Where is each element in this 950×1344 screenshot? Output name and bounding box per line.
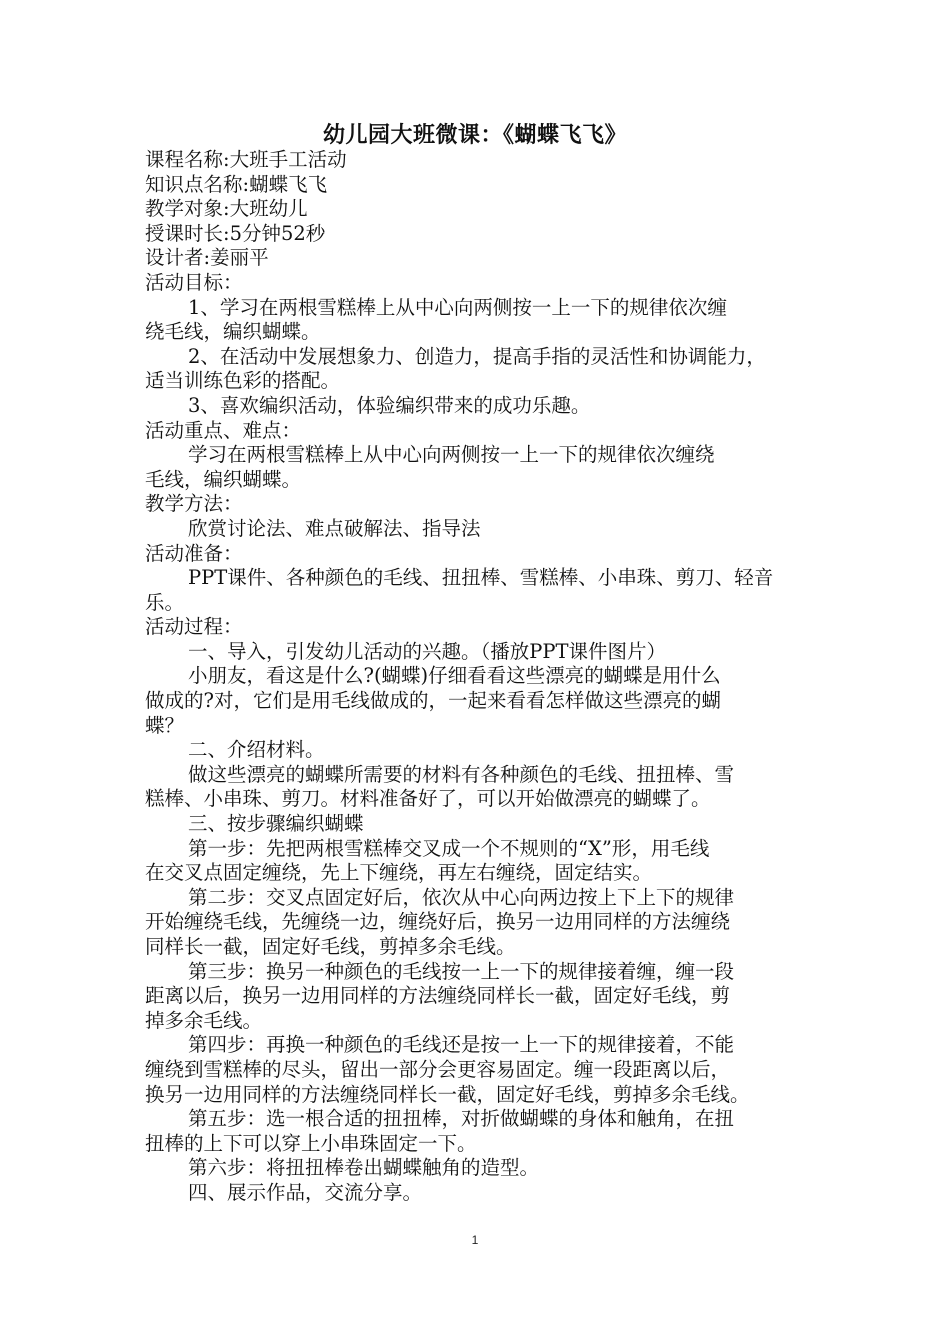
- text-line: 活动目标：: [145, 270, 243, 294]
- text-line: 四、展示作品，交流分享。: [188, 1180, 423, 1204]
- text-line: 授课时长:5分钟52秒: [145, 221, 326, 245]
- text-line: 开始缠绕毛线，先缠绕一边，缠绕好后，换另一边用同样的方法缠绕: [145, 910, 731, 934]
- text-line: 第四步：再换一种颜色的毛线还是按一上一下的规律接着，不能: [188, 1033, 735, 1057]
- text-line: 掉多余毛线。: [145, 1008, 263, 1032]
- text-line: 第二步：交叉点固定好后，依次从中心向两边按上下上下的规律: [188, 885, 735, 909]
- text-line: 课程名称:大班手工活动: [145, 148, 347, 171]
- text-line: 活动过程：: [145, 615, 243, 639]
- text-line: 二、介绍材料。: [188, 738, 325, 762]
- text-line: 缠绕到雪糕棒的尽头，留出一部分会更容易固定。缠一段距离以后，: [145, 1057, 731, 1081]
- text-line: PPT课件、各种颜色的毛线、扭扭棒、雪糕棒、小串珠、剪刀、轻音: [188, 566, 774, 590]
- text-line: 绕毛线，编织蝴蝶。: [145, 320, 321, 344]
- text-line: 活动准备：: [145, 541, 243, 565]
- text-line: 一、导入，引发幼儿活动的兴趣。（播放PPT课件图片）: [188, 639, 666, 663]
- text-line: 第一步：先把两根雪糕棒交叉成一个不规则的“X”形，用毛线: [188, 836, 710, 860]
- document-title: 幼儿园大班微课：《蝴蝶飞飞》: [322, 123, 627, 148]
- text-line: 毛线，编织蝴蝶。: [145, 467, 302, 491]
- text-line: 同样长一截，固定好毛线，剪掉多余毛线。: [145, 935, 516, 958]
- text-line: 做成的?对，它们是用毛线做成的，一起来看看怎样做这些漂亮的蝴: [145, 689, 721, 713]
- text-line: 3、喜欢编织活动，体验编织带来的成功乐趣。: [188, 393, 591, 417]
- text-line: 在交叉点固定缠绕，先上下缠绕，再左右缠绕，固定结实。: [145, 861, 653, 885]
- document-body: [145, 148, 813, 1206]
- text-line: 知识点名称:蝴蝶飞飞: [145, 172, 328, 196]
- text-line: 做这些漂亮的蝴蝶所需要的材料有各种颜色的毛线、扭扭棒、雪: [188, 762, 735, 786]
- text-line: 糕棒、小串珠、剪刀。材料准备好了，可以开始做漂亮的蝴蝶了。: [145, 787, 711, 811]
- text-line: 2、在活动中发展想象力、创造力，提高手指的灵活性和协调能力，: [188, 344, 766, 368]
- text-line: 蝶？: [145, 713, 185, 737]
- text-line: 距离以后，换另一边用同样的方法缠绕同样长一截，固定好毛线，剪: [145, 984, 731, 1008]
- text-line: 小朋友，看这是什么?(蝴蝶)仔细看看这些漂亮的蝴蝶是用什么: [188, 664, 721, 688]
- text-line: 教学对象:大班幼儿: [145, 197, 308, 221]
- text-line: 第三步：换另一种颜色的毛线按一上一下的规律接着缠，缠一段: [188, 959, 735, 983]
- text-line: 设计者:姜丽平: [145, 246, 269, 270]
- text-line: 学习在两根雪糕棒上从中心向两侧按一上一下的规律依次缠绕: [188, 443, 715, 467]
- text-line: 1、学习在两根雪糕棒上从中心向两侧按一上一下的规律依次缠: [188, 295, 727, 319]
- text-line: 扭棒的上下可以穿上小串珠固定一下。: [145, 1131, 477, 1155]
- text-line: 活动重点、难点：: [145, 418, 302, 442]
- text-line: 欣赏讨论法、难点破解法、指导法: [188, 516, 481, 540]
- text-line: 乐。: [145, 590, 185, 614]
- text-line: 第六步：将扭扭棒卷出蝴蝶触角的造型。: [188, 1156, 540, 1180]
- text-line: 教学方法：: [145, 492, 243, 516]
- text-line: 三、按步骤编织蝴蝶: [188, 812, 364, 836]
- page-number: 1: [471, 1233, 479, 1247]
- text-line: 换另一边用同样的方法缠绕同样长一截，固定好毛线，剪掉多余毛线。: [145, 1082, 750, 1106]
- text-line: 第五步：选一根合适的扭扭棒，对折做蝴蝶的身体和触角，在扭: [188, 1107, 735, 1131]
- text-line: 适当训练色彩的搭配。: [145, 369, 341, 393]
